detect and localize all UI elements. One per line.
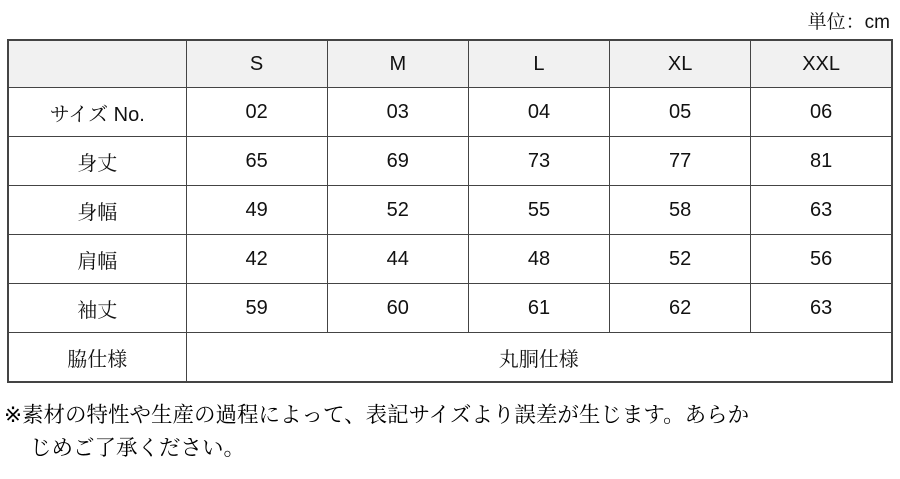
disclaimer-note-line1: ※素材の特性や生産の過程によって、表記サイズより誤差が生じます。あらか	[4, 403, 750, 427]
cell: 44	[327, 235, 468, 284]
cell: 77	[610, 137, 751, 186]
row-label: 袖丈	[8, 284, 186, 333]
row-label: 身幅	[8, 186, 186, 235]
cell: 04	[468, 88, 609, 137]
cell: 56	[751, 235, 892, 284]
header-cell-xxl: XXL	[751, 40, 892, 88]
table-row-body-length	[8, 137, 892, 186]
row-label: 身丈	[8, 137, 186, 186]
table-row-shoulder-width	[8, 235, 892, 284]
table-row-body-width	[8, 186, 892, 235]
cell: 61	[468, 284, 609, 333]
table-row-sleeve-length	[8, 284, 892, 333]
row-label: 肩幅	[8, 235, 186, 284]
cell: 48	[468, 235, 609, 284]
cell: 52	[327, 186, 468, 235]
table-row-side-spec	[8, 333, 892, 383]
row-label: サイズ No.	[8, 88, 186, 137]
merged-cell: 丸胴仕様	[186, 333, 892, 383]
cell: 03	[327, 88, 468, 137]
cell: 55	[468, 186, 609, 235]
cell: 58	[610, 186, 751, 235]
cell: 62	[610, 284, 751, 333]
header-cell-blank	[8, 40, 186, 88]
header-cell-xl: XL	[610, 40, 751, 88]
size-chart-table	[7, 39, 893, 383]
cell: 02	[186, 88, 327, 137]
header-cell-s: S	[186, 40, 327, 88]
header-cell-m: M	[327, 40, 468, 88]
cell: 63	[751, 186, 892, 235]
unit-label: 単位：cm	[807, 12, 890, 33]
cell: 73	[468, 137, 609, 186]
cell: 81	[751, 137, 892, 186]
header-cell-l: L	[468, 40, 609, 88]
cell: 42	[186, 235, 327, 284]
row-label: 脇仕様	[8, 333, 186, 383]
cell: 52	[610, 235, 751, 284]
cell: 60	[327, 284, 468, 333]
cell: 69	[327, 137, 468, 186]
cell: 63	[751, 284, 892, 333]
disclaimer-note-line2: じめご了承ください。	[30, 436, 246, 460]
cell: 65	[186, 137, 327, 186]
cell: 06	[751, 88, 892, 137]
header-row	[8, 40, 892, 88]
table-row-size-no	[8, 88, 892, 137]
cell: 59	[186, 284, 327, 333]
cell: 05	[610, 88, 751, 137]
cell: 49	[186, 186, 327, 235]
disclaimer-note	[4, 399, 892, 465]
